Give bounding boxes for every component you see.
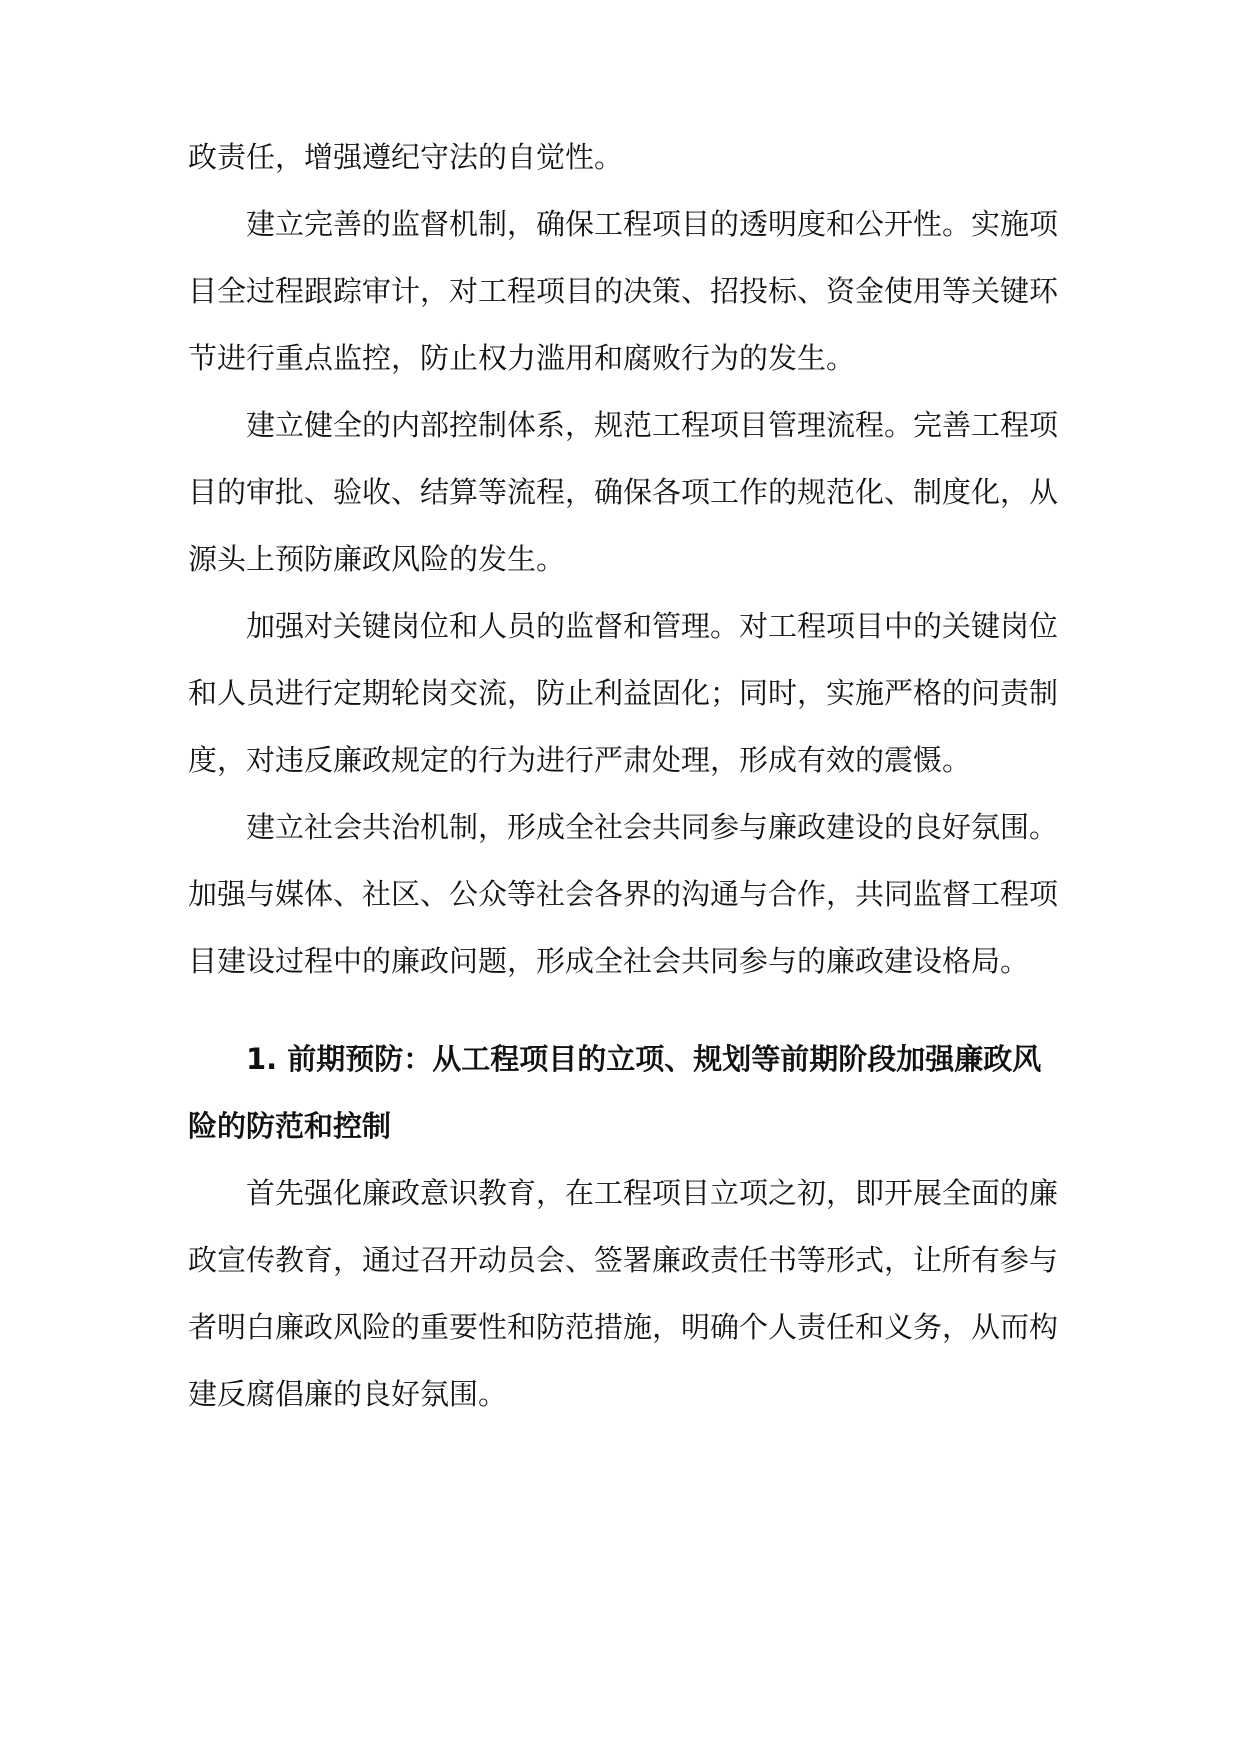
paragraph-line: 和人员进行定期轮岗交流，防止利益固化；同时，实施严格的问责制 <box>188 676 1059 710</box>
paragraph-line: 建立完善的监督机制，确保工程项目的透明度和公开性。实施项 <box>246 207 1059 241</box>
paragraph-line: 目的审批、验收、结算等流程，确保各项工作的规范化、制度化，从 <box>188 475 1059 509</box>
paragraph-line: 政责任，增强遵纪守法的自觉性。 <box>188 140 624 174</box>
paragraph-line: 源头上预防廉政风险的发生。 <box>188 542 566 576</box>
section-heading-line: 险的防范和控制 <box>188 1109 392 1143</box>
paragraph-line: 节进行重点监控，防止权力滥用和腐败行为的发生。 <box>188 341 856 375</box>
paragraph-line: 目建设过程中的廉政问题，形成全社会共同参与的廉政建设格局。 <box>188 944 1030 978</box>
paragraph-line: 建立社会共治机制，形成全社会共同参与廉政建设的良好氛围。 <box>246 810 1059 844</box>
paragraph-line: 建反腐倡廉的良好氛围。 <box>188 1377 508 1411</box>
paragraph-line: 度，对违反廉政规定的行为进行严肃处理，形成有效的震慑。 <box>188 743 972 777</box>
paragraph-line: 加强与媒体、社区、公众等社会各界的沟通与合作，共同监督工程项 <box>188 877 1059 911</box>
paragraph-line: 者明白廉政风险的重要性和防范措施，明确个人责任和义务，从而构 <box>188 1310 1059 1344</box>
paragraph-line: 目全过程跟踪审计，对工程项目的决策、招投标、资金使用等关键环 <box>188 274 1059 308</box>
section-heading-line: 1. 前期预防：从工程项目的立项、规划等前期阶段加强廉政风 <box>246 1042 1042 1076</box>
paragraph-line: 建立健全的内部控制体系，规范工程项目管理流程。完善工程项 <box>246 408 1059 442</box>
paragraph-line: 首先强化廉政意识教育，在工程项目立项之初，即开展全面的廉 <box>246 1176 1059 1210</box>
paragraph-line: 加强对关键岗位和人员的监督和管理。对工程项目中的关键岗位 <box>246 609 1059 643</box>
paragraph-line: 政宣传教育，通过召开动员会、签署廉政责任书等形式，让所有参与 <box>188 1243 1059 1277</box>
